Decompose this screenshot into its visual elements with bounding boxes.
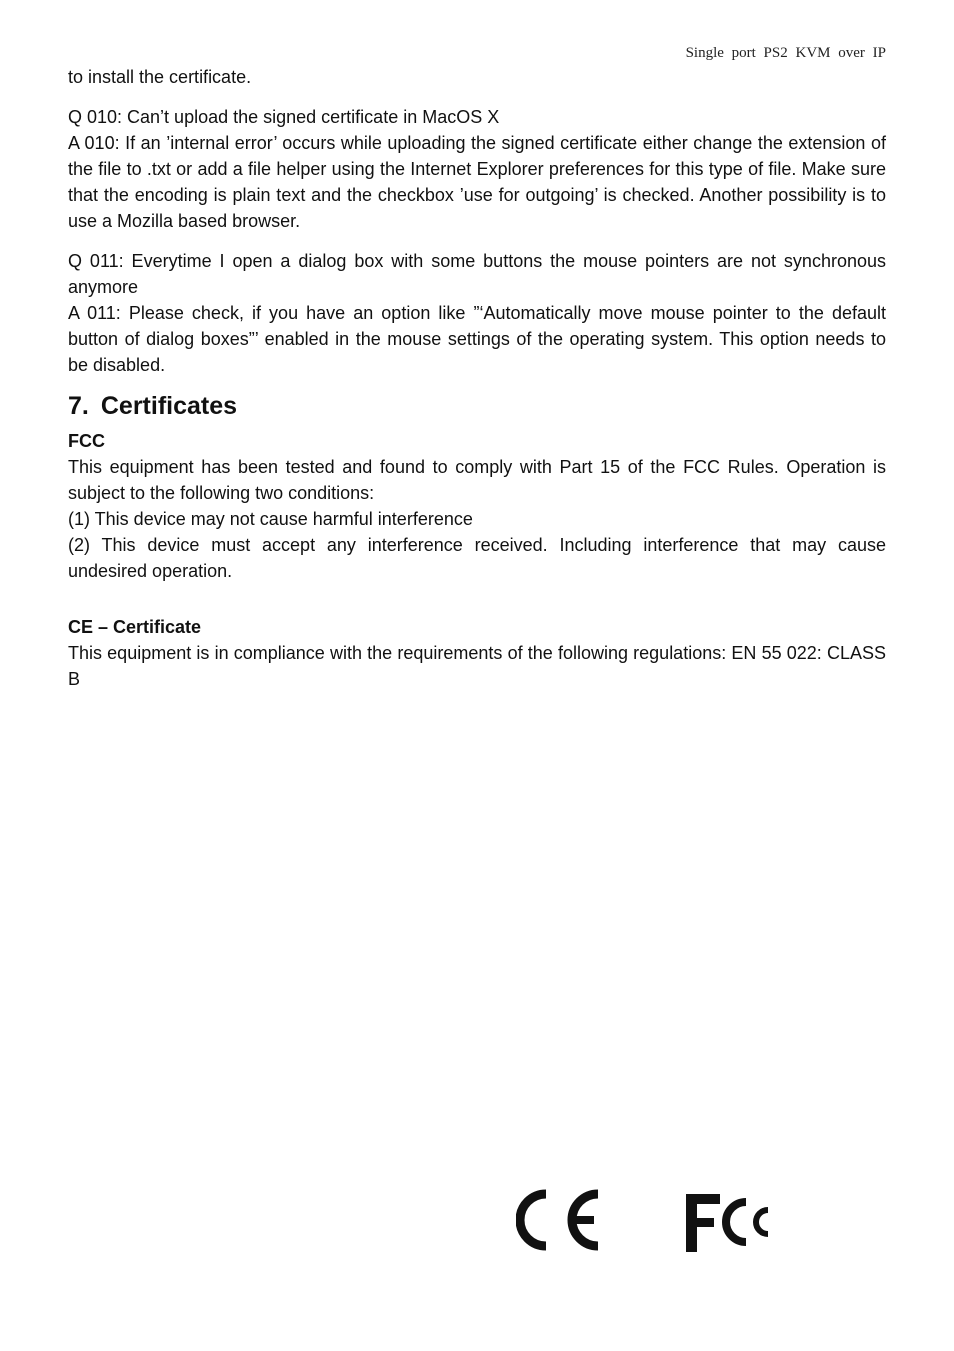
intro-text: to install the certificate. <box>68 67 252 87</box>
document-body <box>68 64 886 692</box>
ce-text: This equipment is in compliance with the requirements of the following regulations: EN 55 022: CLASS B <box>68 643 886 689</box>
faq-answer-011: A 011: Please check, if you have an option like ”‘Automatically move mouse pointer to the default button of dialog boxes”’ enabled in the mouse settings of the operating system. This option needs to be disabled. <box>68 303 886 375</box>
running-header: Single port PS2 KVM over IP <box>685 45 886 61</box>
fcc-heading: FCC <box>68 431 105 451</box>
section-number: 7. <box>68 392 89 420</box>
certification-logos <box>516 1188 776 1258</box>
fcc-condition-2: (2) This device must accept any interference received. Including interference that may cause undesired operation. <box>68 535 886 581</box>
faq-question-010: Q 010: Can’t upload the signed certificate in MacOS X <box>68 107 500 127</box>
ce-mark-logo <box>516 1188 606 1254</box>
fcc-condition-1: (1) This device may not cause harmful interference <box>68 509 473 529</box>
faq-answer-010: A 010: If an ’internal error’ occurs while uploading the signed certificate either change the extension of the file to .txt or add a file helper using the Internet Explorer preferences for this type of file. Make sure that the encoding is plain text and the checkbox ’use for outgoing’ is checked. Another possibility is to use a Mozilla based browser. <box>68 133 886 231</box>
section-title: Certificates <box>100 392 238 420</box>
fcc-logo <box>684 1188 774 1254</box>
faq-question-011: Q 011: Everytime I open a dialog box with some buttons the mouse pointers are not synchronous anymore <box>68 251 886 297</box>
ce-heading: CE – Certificate <box>68 617 202 637</box>
fcc-intro: This equipment has been tested and found to comply with Part 15 of the FCC Rules. Operation is subject to the following two conditions: <box>68 457 886 503</box>
section-heading <box>68 388 886 424</box>
